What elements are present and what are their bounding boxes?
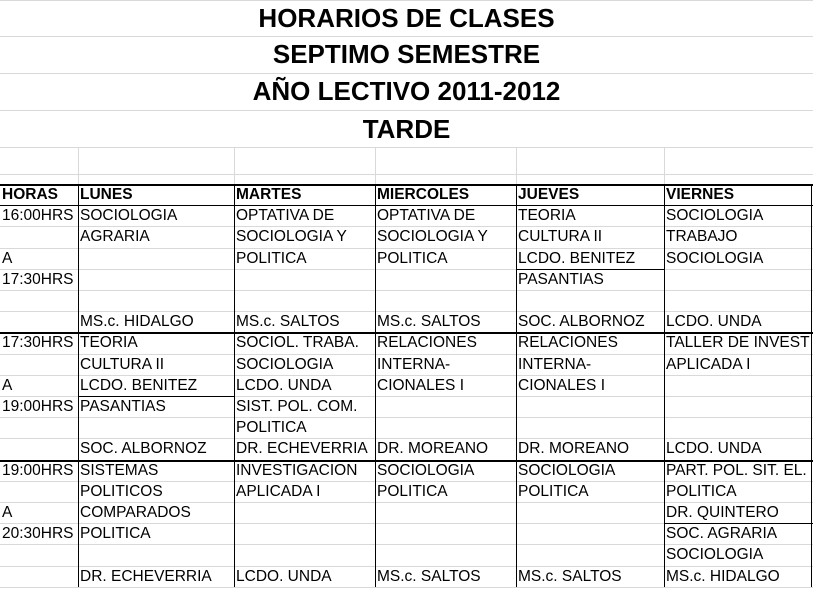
gridline-horizontal xyxy=(0,0,813,1)
subject-line: CULTURA II xyxy=(518,228,603,246)
subject-line: TEORIA xyxy=(80,334,138,352)
subject-line: CIONALES I xyxy=(518,376,605,394)
border-line xyxy=(811,184,812,587)
gridline-horizontal xyxy=(0,36,813,37)
subject-line: TRABAJO xyxy=(666,228,738,246)
subject-line: TALLER DE INVEST xyxy=(666,334,810,352)
border-line xyxy=(234,184,235,587)
gridline-horizontal xyxy=(0,73,813,74)
subject-line: APLICADA I xyxy=(666,355,751,373)
border-line xyxy=(516,184,517,587)
hour-label: A xyxy=(2,504,13,521)
border-line xyxy=(78,184,79,587)
gridline-vertical xyxy=(664,147,665,184)
teacher-name: DR. ECHEVERRIA xyxy=(80,567,212,585)
border-line xyxy=(516,269,664,270)
teacher-name: DR. MOREANO xyxy=(518,440,630,458)
border-line xyxy=(664,523,813,524)
gridline-horizontal xyxy=(0,587,813,588)
teacher-name: DR. ECHEVERRIA xyxy=(236,440,368,458)
gridline-horizontal xyxy=(0,290,813,291)
border-line xyxy=(78,396,234,397)
teacher-name: MS.c. SALTOS xyxy=(518,567,622,585)
subject-line: SOCIOLOGIA xyxy=(518,461,616,479)
subject-line: COMPARADOS xyxy=(80,504,191,521)
gridline-vertical xyxy=(375,147,376,184)
subject-line: INVESTIGACION xyxy=(236,461,358,479)
subject-line: SIST. POL. COM. xyxy=(236,398,358,415)
subject-line: SOCIOLOGIA Y xyxy=(377,228,488,246)
hour-label: 17:30HRS xyxy=(2,334,74,352)
header-horas: HORAS xyxy=(2,186,58,203)
subject-line: SOCIOLOGIA xyxy=(80,207,178,225)
subject-line: PART. POL. SIT. EL. xyxy=(666,461,807,479)
subject-line: INTERNA- xyxy=(377,355,451,373)
hour-label: A xyxy=(2,249,13,267)
subject-line: POLITICA xyxy=(236,419,307,437)
subject-line: POLITICA xyxy=(666,482,737,500)
subject-line: SOCIOLOGIA xyxy=(666,249,764,267)
title-line-1: HORARIOS DE CLASES xyxy=(258,3,555,33)
subject-line: TEORIA xyxy=(518,207,576,225)
subject-line: PASANTIAS xyxy=(80,398,166,415)
hour-label: A xyxy=(2,376,13,394)
subject-line: SOCIOLOGIA xyxy=(377,461,475,479)
gridline-vertical xyxy=(234,147,235,184)
subject-line: AGRARIA xyxy=(80,228,150,246)
teacher-name: LCDO. UNDA xyxy=(666,313,762,331)
hour-label: 17:30HRS xyxy=(2,270,74,288)
teacher-name: MS.c. SALTOS xyxy=(377,313,481,331)
subject-line: SISTEMAS xyxy=(80,461,159,479)
subject-line: PASANTIAS xyxy=(518,270,604,288)
subject-line: POLITICA xyxy=(377,482,448,500)
teacher-name: MS.c. HIDALGO xyxy=(666,567,780,585)
teacher-name: LCDO. UNDA xyxy=(666,440,762,458)
subject-line: SOCIOLOGIA xyxy=(666,207,764,225)
subject-line: LCDO. UNDA xyxy=(236,376,332,394)
hour-label: 16:00HRS xyxy=(2,207,74,225)
header-miercoles: MIERCOLES xyxy=(377,186,470,203)
title-line-3: AÑO LECTIVO 2011-2012 xyxy=(252,76,561,106)
subject-line: POLITICA xyxy=(518,482,589,500)
subject-line: SOCIOL. TRABA. xyxy=(236,334,359,352)
teacher-name: MS.c. HIDALGO xyxy=(80,313,194,331)
header-jueves: JUEVES xyxy=(518,186,580,203)
subject-line: INTERNA- xyxy=(518,355,592,373)
hour-label: 19:00HRS xyxy=(2,461,74,479)
gridline-horizontal xyxy=(0,110,813,111)
header-lunes: LUNES xyxy=(80,186,133,203)
gridline-horizontal xyxy=(0,269,813,270)
gridline-horizontal xyxy=(0,174,813,175)
gridline-vertical xyxy=(516,147,517,184)
border-line xyxy=(664,184,665,587)
title-line-4: TARDE xyxy=(362,114,451,144)
teacher-name: LCDO. UNDA xyxy=(236,567,332,585)
teacher-name: MS.c. SALTOS xyxy=(236,313,340,331)
subject-line: CULTURA II xyxy=(80,355,165,373)
subject-line: OPTATIVA DE xyxy=(236,207,335,225)
teacher-name: SOC. ALBORNOZ xyxy=(80,440,207,458)
subject-line: SOCIOLOGIA xyxy=(666,546,764,564)
gridline-vertical xyxy=(78,147,79,184)
subject-line: POLITICA xyxy=(80,525,151,543)
gridline-horizontal xyxy=(0,417,813,418)
subject-line: POLITICOS xyxy=(80,482,163,500)
subject-line: SOCIOLOGIA xyxy=(236,355,334,373)
border-line xyxy=(0,184,813,186)
border-line xyxy=(0,205,813,206)
subject-line: DR. QUINTERO xyxy=(666,504,779,521)
teacher-name: MS.c. SALTOS xyxy=(377,567,481,585)
subject-line: RELACIONES xyxy=(377,334,477,352)
header-martes: MARTES xyxy=(236,186,302,203)
header-viernes: VIERNES xyxy=(666,186,735,203)
subject-line: POLITICA xyxy=(377,249,448,267)
border-line xyxy=(0,332,813,334)
gridline-horizontal xyxy=(0,147,813,148)
subject-line: APLICADA I xyxy=(236,482,321,500)
subject-line: LCDO. BENITEZ xyxy=(80,376,198,394)
subject-line: LCDO. BENITEZ xyxy=(518,249,636,267)
border-line xyxy=(0,460,813,462)
subject-line: SOCIOLOGIA Y xyxy=(236,228,347,246)
subject-line: OPTATIVA DE xyxy=(377,207,476,225)
subject-line: POLITICA xyxy=(236,249,307,267)
hour-label: 19:00HRS xyxy=(2,398,74,415)
hour-label: 20:30HRS xyxy=(2,525,74,543)
border-line xyxy=(375,184,376,587)
teacher-name: DR. MOREANO xyxy=(377,440,489,458)
subject-line: SOC. AGRARIA xyxy=(666,525,778,543)
subject-line: CIONALES I xyxy=(377,376,464,394)
subject-line: RELACIONES xyxy=(518,334,618,352)
teacher-name: SOC. ALBORNOZ xyxy=(518,313,645,331)
title-line-2: SEPTIMO SEMESTRE xyxy=(272,39,541,69)
